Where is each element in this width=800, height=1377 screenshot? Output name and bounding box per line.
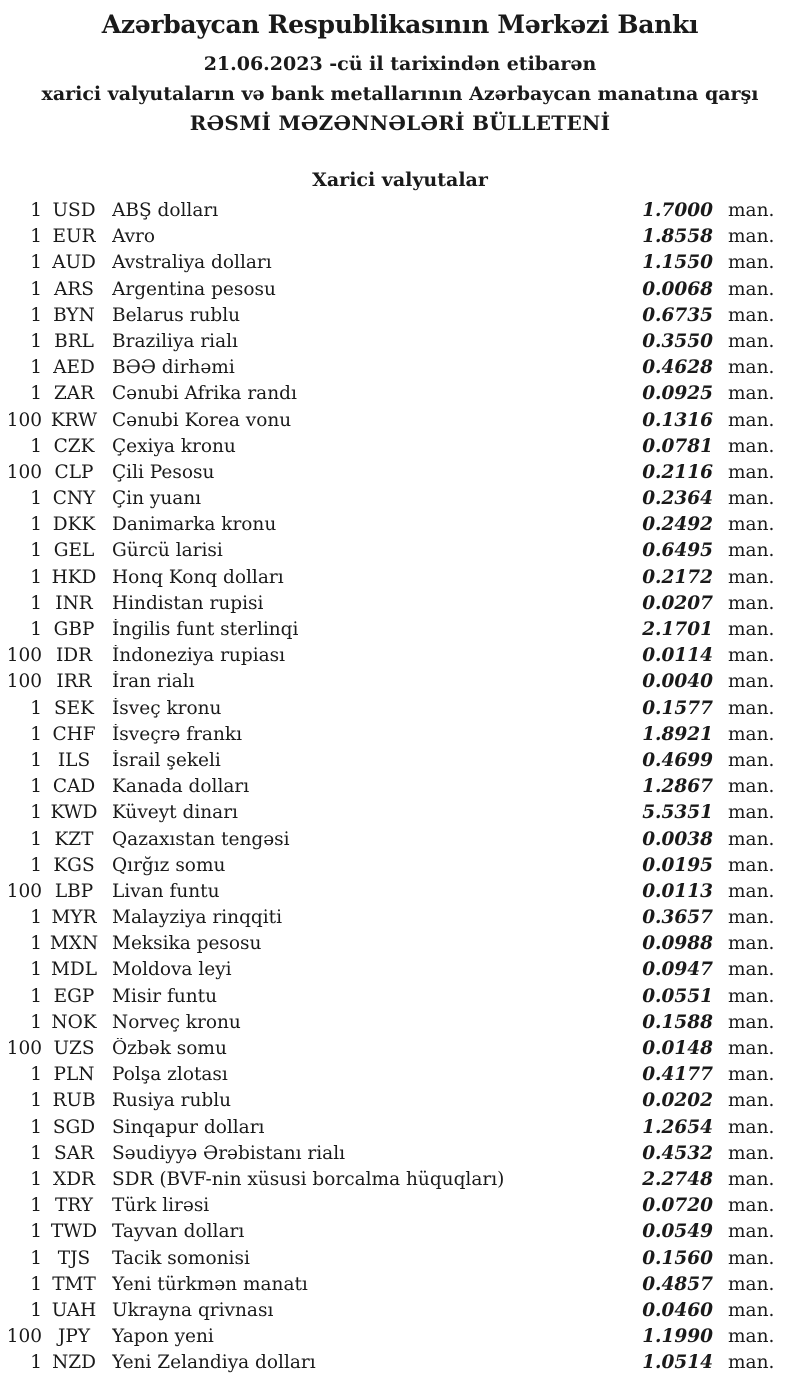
currency-name-cell: Livan funtu (112, 880, 220, 902)
currency-name-cell: Qırğız somu (112, 854, 226, 876)
currency-row (0, 619, 800, 645)
unit-cell: man. (728, 1195, 775, 1217)
currency-code-cell: HKD (51, 566, 97, 588)
currency-code-cell: ZAR (53, 383, 95, 405)
rate-cell: 2.2748 (642, 1168, 713, 1190)
currency-name-cell: İsveç kronu (112, 697, 222, 719)
unit-cell: man. (728, 1142, 775, 1164)
nominal-cell: 1 (30, 1195, 42, 1217)
nominal-cell: 1 (30, 514, 42, 536)
currency-row (0, 1195, 800, 1221)
nominal-cell: 100 (6, 880, 42, 902)
currency-name-cell: Belarus rublu (112, 304, 241, 326)
rate-cell: 0.4532 (642, 1142, 713, 1164)
nominal-cell: 1 (30, 1221, 42, 1243)
subject-line: xarici valyutaların və bank metallarının Azərbaycan manatına qarşı (41, 83, 759, 105)
currency-code-cell: AUD (52, 252, 96, 274)
currency-name-cell: Moldova leyi (112, 959, 232, 981)
unit-cell: man. (728, 252, 775, 274)
rate-cell: 0.4628 (642, 357, 713, 379)
currency-row (0, 593, 800, 619)
currency-code-cell: LBP (54, 880, 94, 902)
rate-cell: 1.1550 (642, 252, 713, 274)
rate-cell: 2.1701 (642, 619, 713, 640)
unit-cell: man. (728, 985, 775, 1007)
currency-name-cell: Avro (112, 226, 156, 248)
section-title-foreign-currencies: Xarici valyutalar (312, 169, 488, 191)
bank-title: Azərbaycan Respublikasının Mərkəzi Bankı (101, 10, 699, 39)
rate-cell: 0.0988 (642, 933, 713, 955)
currency-code-cell: KRW (50, 409, 98, 431)
unit-cell: man. (728, 488, 775, 510)
nominal-cell: 1 (30, 828, 42, 850)
currency-code-cell: TWD (50, 1221, 98, 1243)
currency-name-cell: Malayziya rinqqiti (112, 907, 283, 929)
currency-row (0, 567, 800, 593)
currency-row (0, 462, 800, 488)
nominal-cell: 100 (6, 461, 42, 483)
currency-name-cell: Yeni türkmən manatı (112, 1273, 308, 1295)
nominal-cell: 1 (30, 776, 42, 798)
nominal-cell: 1 (30, 1247, 42, 1269)
currency-row (0, 933, 800, 959)
currency-name-cell: Hindistan rupisi (112, 592, 264, 614)
currency-name-cell: Çexiya kronu (112, 435, 236, 457)
nominal-cell: 100 (6, 1038, 42, 1059)
nominal-cell: 100 (6, 1326, 42, 1348)
currency-code-cell: TRY (55, 1195, 93, 1217)
nominal-cell: 1 (30, 985, 42, 1007)
currency-name-cell: Polşa zlotası (112, 1064, 228, 1086)
currency-row (0, 357, 800, 383)
currency-name-cell: Səudiyyə Ərəbistanı rialı (112, 1142, 346, 1164)
nominal-cell: 1 (30, 330, 42, 352)
rate-cell: 0.0113 (642, 880, 713, 902)
unit-cell: man. (728, 566, 775, 588)
unit-cell: man. (728, 200, 775, 221)
rate-cell: 0.0114 (642, 645, 713, 667)
unit-cell: man. (728, 776, 775, 798)
rate-cell: 0.2172 (642, 566, 713, 588)
rate-cell: 0.0040 (642, 671, 713, 693)
nominal-cell: 1 (30, 357, 42, 379)
nominal-cell: 1 (30, 1011, 42, 1033)
unit-cell: man. (728, 1011, 775, 1033)
currency-name-cell: Özbək somu (112, 1038, 227, 1059)
nominal-cell: 1 (30, 749, 42, 771)
unit-cell: man. (728, 1038, 775, 1059)
currency-code-cell: MYR (51, 907, 97, 929)
currency-row (0, 200, 800, 226)
currency-name-cell: Tayvan dolları (112, 1221, 245, 1243)
currency-name-cell: Misir funtu (112, 985, 218, 1007)
unit-cell: man. (728, 304, 775, 326)
unit-cell: man. (728, 880, 775, 902)
currency-code-cell: CNY (52, 488, 96, 510)
currency-name-cell: İran rialı (112, 671, 195, 693)
currency-row (0, 1038, 800, 1064)
rate-cell: 0.1577 (642, 697, 713, 719)
currency-name-cell: SDR (BVF-nin xüsusi borcalma hüquqları) (112, 1168, 505, 1190)
rate-cell: 0.0720 (642, 1195, 713, 1217)
bulletin-title: RƏSMİ MƏZƏNNƏLƏRİ BÜLLETENİ (189, 111, 611, 135)
rate-cell: 0.4699 (642, 749, 713, 771)
currency-code-cell: AED (53, 357, 95, 379)
nominal-cell: 1 (30, 252, 42, 274)
nominal-cell: 1 (30, 1299, 42, 1321)
currency-rate-table (0, 200, 800, 1377)
currency-code-cell: INR (55, 592, 93, 614)
unit-cell: man. (728, 671, 775, 693)
currency-name-cell: Norveç kronu (112, 1011, 241, 1033)
rate-cell: 1.2654 (642, 1116, 713, 1138)
nominal-cell: 1 (30, 854, 42, 876)
currency-row (0, 1012, 800, 1038)
currency-row (0, 645, 800, 671)
unit-cell: man. (728, 461, 775, 483)
unit-cell: man. (728, 697, 775, 719)
currency-row (0, 226, 800, 252)
currency-code-cell: JPY (57, 1326, 91, 1348)
nominal-cell: 1 (30, 278, 42, 300)
rate-cell: 0.6495 (642, 540, 713, 562)
currency-name-cell: Gürcü larisi (112, 540, 223, 562)
currency-name-cell: Çin yuanı (112, 488, 202, 510)
currency-code-cell: BRL (54, 330, 94, 352)
currency-row (0, 1300, 800, 1326)
currency-row (0, 305, 800, 331)
rate-cell: 5.5351 (642, 802, 713, 824)
currency-code-cell: SGD (52, 1116, 96, 1138)
unit-cell: man. (728, 828, 775, 850)
currency-row (0, 383, 800, 409)
nominal-cell: 100 (6, 409, 42, 431)
unit-cell: man. (728, 1064, 775, 1086)
rate-cell: 0.2492 (642, 514, 713, 536)
currency-code-cell: NOK (51, 1011, 97, 1033)
rate-cell: 0.0925 (642, 383, 713, 405)
currency-row (0, 1090, 800, 1116)
currency-row (0, 252, 800, 278)
rate-cell: 0.0195 (642, 854, 713, 876)
currency-code-cell: IDR (55, 645, 93, 667)
rate-cell: 0.4177 (642, 1064, 713, 1086)
currency-row (0, 331, 800, 357)
currency-code-cell: GBP (53, 619, 95, 640)
rate-cell: 1.2867 (642, 776, 713, 798)
currency-row (0, 750, 800, 776)
unit-cell: man. (728, 1247, 775, 1269)
unit-cell: man. (728, 1090, 775, 1112)
rate-cell: 0.0148 (642, 1038, 713, 1059)
currency-name-cell: İsrail şekeli (112, 749, 221, 771)
nominal-cell: 1 (30, 435, 42, 457)
nominal-cell: 1 (30, 1064, 42, 1086)
currency-name-cell: Küveyt dinarı (112, 802, 238, 824)
currency-row (0, 1221, 800, 1247)
currency-code-cell: CZK (53, 435, 95, 457)
currency-code-cell: UZS (53, 1038, 95, 1059)
currency-code-cell: UAH (51, 1299, 97, 1321)
unit-cell: man. (728, 383, 775, 405)
currency-name-cell: Rusiya rublu (112, 1090, 232, 1112)
unit-cell: man. (728, 1221, 775, 1243)
currency-code-cell: CLP (54, 461, 94, 483)
currency-row (0, 907, 800, 933)
rate-cell: 0.0202 (642, 1090, 713, 1112)
unit-cell: man. (728, 409, 775, 431)
nominal-cell: 1 (30, 566, 42, 588)
nominal-cell: 1 (30, 540, 42, 562)
currency-code-cell: USD (52, 200, 96, 221)
currency-name-cell: Avstraliya dolları (112, 252, 272, 274)
unit-cell: man. (728, 330, 775, 352)
currency-code-cell: PLN (53, 1064, 95, 1086)
unit-cell: man. (728, 907, 775, 929)
nominal-cell: 1 (30, 933, 42, 955)
nominal-cell: 1 (30, 226, 42, 248)
currency-row (0, 855, 800, 881)
nominal-cell: 1 (30, 697, 42, 719)
nominal-cell: 1 (30, 1090, 42, 1112)
currency-name-cell: Cənubi Afrika randı (112, 383, 297, 405)
currency-row (0, 279, 800, 305)
currency-row (0, 881, 800, 907)
rate-cell: 0.1560 (642, 1247, 713, 1269)
unit-cell: man. (728, 226, 775, 248)
unit-cell: man. (728, 1326, 775, 1348)
nominal-cell: 1 (30, 200, 42, 221)
effective-date-line: 21.06.2023 -cü il tarixindən etibarən (203, 53, 597, 75)
currency-code-cell: SEK (54, 697, 94, 719)
rate-cell: 0.1316 (642, 409, 713, 431)
currency-name-cell: Yapon yeni (112, 1326, 214, 1348)
currency-row (0, 1117, 800, 1143)
rate-cell: 0.0549 (642, 1221, 713, 1243)
currency-name-cell: ABŞ dolları (112, 200, 219, 221)
bulletin-header (0, 0, 800, 137)
currency-row (0, 724, 800, 750)
unit-cell: man. (728, 435, 775, 457)
currency-name-cell: Türk lirəsi (112, 1195, 210, 1217)
currency-code-cell: CAD (52, 776, 96, 798)
rate-cell: 1.1990 (642, 1326, 713, 1348)
currency-code-cell: SAR (54, 1142, 94, 1164)
unit-cell: man. (728, 723, 775, 745)
rate-cell: 0.0207 (642, 592, 713, 614)
unit-cell: man. (728, 619, 775, 640)
unit-cell: man. (728, 278, 775, 300)
currency-name-cell: Tacik somonisi (112, 1247, 250, 1269)
currency-code-cell: GEL (53, 540, 95, 562)
currency-name-cell: Meksika pesosu (112, 933, 262, 955)
nominal-cell: 1 (30, 959, 42, 981)
rate-cell: 1.0514 (642, 1352, 713, 1374)
unit-cell: man. (728, 1299, 775, 1321)
rate-cell: 0.0551 (642, 985, 713, 1007)
currency-name-cell: Qazaxıstan tengəsi (112, 828, 290, 850)
currency-row (0, 698, 800, 724)
currency-row (0, 1169, 800, 1195)
currency-name-cell: Argentina pesosu (112, 278, 276, 300)
currency-code-cell: BYN (53, 304, 95, 326)
currency-code-cell: EGP (53, 985, 95, 1007)
currency-code-cell: KGS (53, 854, 95, 876)
currency-row (0, 1143, 800, 1169)
currency-code-cell: DKK (52, 514, 96, 536)
unit-cell: man. (728, 540, 775, 562)
nominal-cell: 1 (30, 488, 42, 510)
unit-cell: man. (728, 854, 775, 876)
rate-cell: 0.2116 (642, 461, 713, 483)
currency-row (0, 671, 800, 697)
currency-row (0, 1352, 800, 1377)
nominal-cell: 1 (30, 907, 42, 929)
unit-cell: man. (728, 1273, 775, 1295)
currency-row (0, 776, 800, 802)
rate-cell: 1.8558 (642, 226, 713, 248)
rate-cell: 0.4857 (642, 1273, 713, 1295)
nominal-cell: 1 (30, 802, 42, 824)
rate-cell: 0.0947 (642, 959, 713, 981)
unit-cell: man. (728, 357, 775, 379)
rate-cell: 1.8921 (642, 723, 713, 745)
currency-row (0, 514, 800, 540)
nominal-cell: 1 (30, 1116, 42, 1138)
currency-code-cell: RUB (52, 1090, 96, 1112)
nominal-cell: 1 (30, 1142, 42, 1164)
currency-code-cell: TMT (52, 1273, 96, 1295)
currency-code-cell: TJS (57, 1247, 91, 1269)
nominal-cell: 1 (30, 1352, 42, 1374)
unit-cell: man. (728, 802, 775, 824)
currency-code-cell: EUR (52, 226, 96, 248)
currency-code-cell: MDL (50, 959, 98, 981)
nominal-cell: 1 (30, 592, 42, 614)
currency-name-cell: Cənubi Korea vonu (112, 409, 292, 431)
currency-code-cell: IRR (56, 671, 92, 693)
currency-name-cell: Danimarka kronu (112, 514, 277, 536)
unit-cell: man. (728, 592, 775, 614)
rate-cell: 0.0068 (642, 278, 713, 300)
currency-row (0, 488, 800, 514)
unit-cell: man. (728, 749, 775, 771)
currency-name-cell: Kanada dolları (112, 776, 250, 798)
unit-cell: man. (728, 959, 775, 981)
rate-cell: 1.7000 (642, 200, 713, 221)
nominal-cell: 1 (30, 304, 42, 326)
unit-cell: man. (728, 1168, 775, 1190)
unit-cell: man. (728, 1352, 775, 1374)
currency-name-cell: Ukrayna qrivnası (112, 1299, 274, 1321)
rate-cell: 0.1588 (642, 1011, 713, 1033)
currency-code-cell: MXN (49, 933, 99, 955)
currency-name-cell: BƏƏ dirhəmi (112, 357, 235, 379)
currency-row (0, 1064, 800, 1090)
currency-name-cell: Sinqapur dolları (112, 1116, 265, 1138)
currency-name-cell: Yeni Zelandiya dolları (112, 1352, 316, 1374)
currency-name-cell: Braziliya rialı (112, 330, 238, 352)
nominal-cell: 100 (6, 671, 42, 693)
currency-row (0, 1326, 800, 1352)
nominal-cell: 1 (30, 723, 42, 745)
unit-cell: man. (728, 514, 775, 536)
unit-cell: man. (728, 645, 775, 667)
currency-row (0, 540, 800, 566)
currency-name-cell: İndoneziya rupiası (112, 645, 286, 667)
currency-code-cell: KWD (50, 802, 98, 824)
nominal-cell: 1 (30, 619, 42, 640)
currency-row (0, 802, 800, 828)
rate-cell: 0.0460 (642, 1299, 713, 1321)
currency-code-cell: CHF (52, 723, 96, 745)
rate-cell: 0.2364 (642, 488, 713, 510)
unit-cell: man. (728, 933, 775, 955)
currency-code-cell: XDR (53, 1168, 95, 1190)
currency-code-cell: KZT (54, 828, 94, 850)
rate-cell: 0.0038 (642, 828, 713, 850)
currency-row (0, 986, 800, 1012)
currency-name-cell: Honq Konq dolları (112, 566, 284, 588)
rate-cell: 0.3550 (642, 330, 713, 352)
currency-row (0, 410, 800, 436)
rate-cell: 0.3657 (642, 907, 713, 929)
currency-code-cell: NZD (52, 1352, 96, 1374)
nominal-cell: 100 (6, 645, 42, 667)
rate-cell: 0.0781 (642, 435, 713, 457)
unit-cell: man. (728, 1116, 775, 1138)
currency-row (0, 1274, 800, 1300)
currency-row (0, 1248, 800, 1274)
rate-cell: 0.6735 (642, 304, 713, 326)
nominal-cell: 1 (30, 1168, 42, 1190)
currency-code-cell: ARS (54, 278, 94, 300)
nominal-cell: 1 (30, 383, 42, 405)
currency-name-cell: İsveçrə frankı (112, 723, 242, 745)
currency-code-cell: ILS (57, 749, 91, 771)
currency-row (0, 829, 800, 855)
currency-row (0, 959, 800, 985)
currency-name-cell: Çili Pesosu (112, 461, 215, 483)
currency-name-cell: İngilis funt sterlinqi (112, 619, 299, 640)
currency-row (0, 436, 800, 462)
nominal-cell: 1 (30, 1273, 42, 1295)
